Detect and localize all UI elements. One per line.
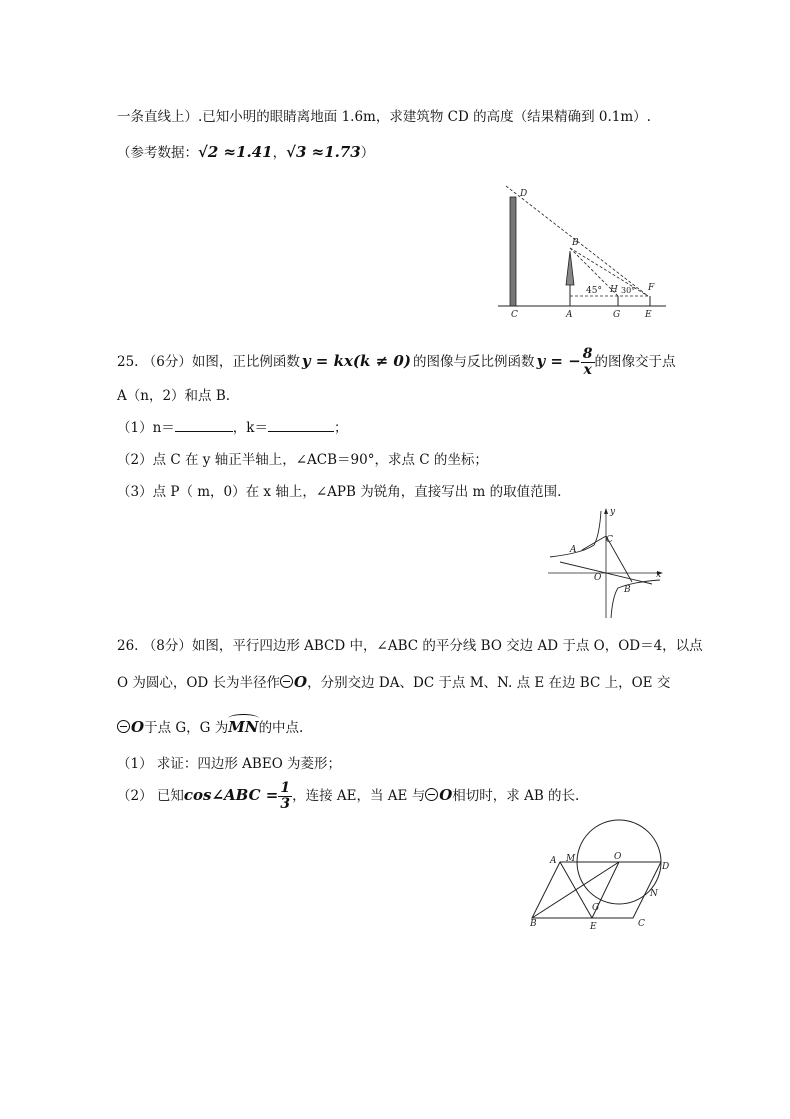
- q26-p2-num: 1: [280, 780, 291, 796]
- q26-line3-a: 于点 G，G 为: [144, 720, 229, 736]
- q24-ref-prefix: （参考数据：: [117, 145, 198, 161]
- q25-tail: 的图像交于点: [594, 354, 676, 370]
- q26-label-c: C: [638, 919, 645, 929]
- q26-p2-cos: cos∠ABC =: [183, 786, 279, 804]
- q26-part1: （1） 求证：四边形 ABEO 为菱形；: [117, 756, 342, 772]
- q25-label-c: C: [606, 535, 613, 545]
- q25-n-blank[interactable]: [175, 419, 233, 432]
- q26-label-g: G: [592, 903, 600, 913]
- q25-label-y: y: [610, 507, 616, 517]
- q25-eq2-fraction: [581, 347, 595, 378]
- q25-p1-c: ；: [333, 420, 348, 436]
- circle-odot-icon: [117, 720, 130, 733]
- q24-sqrt2: √2 ≈1.41: [198, 143, 273, 161]
- q25-label-b: B: [624, 585, 631, 595]
- q26-line3-o: O: [131, 718, 145, 736]
- q24-sqrt3: √3 ≈1.73: [286, 143, 361, 161]
- q26-p2-b: ，连接 AE，当 AE 与: [292, 788, 426, 804]
- q25-part1: [117, 416, 347, 436]
- q25-p1-b: ，k＝: [232, 420, 268, 436]
- q24-angle-45: 45°: [586, 286, 602, 296]
- q26-label-a: A: [550, 856, 557, 866]
- q25-eq1: y = kx(k ≠ 0): [301, 352, 411, 370]
- q26-label-o: O: [614, 852, 622, 862]
- q25-stem: [117, 347, 676, 378]
- q24-angle-30: 30°: [621, 286, 636, 295]
- q24-label-f: F: [648, 283, 655, 293]
- q26-line2: [117, 671, 670, 691]
- q24-reference-data: [117, 141, 374, 161]
- q26-arc-mn: MN: [228, 718, 259, 736]
- q24-line1: 一条直线上）.已知小明的眼睛离地面 1.6m，求建筑物 CD 的高度（结果精确到 0.1m）.: [117, 109, 651, 125]
- q26-p2-c: 相切时，求 AB 的长.: [452, 788, 580, 804]
- q26-label-b: B: [530, 919, 537, 929]
- q25-label-x: x: [656, 570, 662, 580]
- q25-eq2-num: 8: [582, 346, 593, 362]
- q24-label-g: G: [613, 310, 621, 320]
- q26-label-d: D: [662, 862, 670, 872]
- q26-p2-den: 3: [280, 796, 291, 812]
- q24-ref-suffix: ）: [360, 145, 375, 161]
- q25-p1-a: （1）n＝: [117, 420, 175, 436]
- q25-eq2-den: x: [583, 362, 592, 378]
- q24-label-a: A: [566, 310, 573, 320]
- q26-label-m: M: [566, 854, 576, 864]
- q25-part2: （2）点 C 在 y 轴正半轴上，∠ACB＝90°，求点 C 的坐标；: [117, 452, 488, 468]
- q26-p2-o: O: [439, 786, 453, 804]
- circle-odot-icon: [280, 675, 293, 688]
- q24-label-c: C: [511, 310, 518, 320]
- q24-building-figure: [498, 183, 670, 323]
- q26-line3: [117, 716, 303, 736]
- q26-label-n: N: [650, 889, 658, 899]
- q26-parallelogram-figure: [530, 818, 676, 930]
- q24-label-e: E: [645, 310, 652, 320]
- q26-p2-fraction: [278, 781, 292, 812]
- q24-label-h: H: [610, 285, 618, 295]
- q24-sep: ，: [272, 145, 287, 161]
- q26-part2: [117, 781, 579, 812]
- q25-eq2-prefix: y = −: [536, 352, 581, 370]
- q25-part3: （3）点 P（ m，0）在 x 轴上，∠APB 为锐角，直接写出 m 的取值范围.: [117, 484, 562, 500]
- q25-label-a: A: [570, 545, 577, 555]
- q24-label-d: D: [520, 189, 528, 199]
- q26-p2-a: （2） 已知: [117, 788, 184, 804]
- q25-lead: 25. （6分）如图，正比例函数: [117, 354, 300, 370]
- q24-label-b: B: [572, 238, 579, 248]
- q26-line3-b: 的中点.: [258, 720, 304, 736]
- q25-function-graph: [548, 506, 666, 619]
- q25-k-blank[interactable]: [268, 419, 334, 432]
- q26-line2-a: O 为圆心，OD 长为半径作: [117, 675, 281, 691]
- q26-line1: 26. （8分）如图，平行四边形 ABCD 中，∠ABC 的平分线 BO 交边 AD 于点 O，OD＝4，以点: [117, 638, 703, 654]
- q25-label-o: O: [594, 573, 602, 583]
- q26-line2-b: ，分别交边 DA、DC 于点 M、N. 点 E 在边 BC 上，OE 交: [307, 675, 671, 691]
- q26-label-e: E: [590, 922, 597, 930]
- circle-odot-icon: [425, 788, 438, 801]
- q25-line2: A（n，2）和点 B.: [117, 388, 231, 404]
- q25-mid: 的图像与反比例函数: [412, 354, 535, 370]
- q26-line2-o: O: [294, 673, 308, 691]
